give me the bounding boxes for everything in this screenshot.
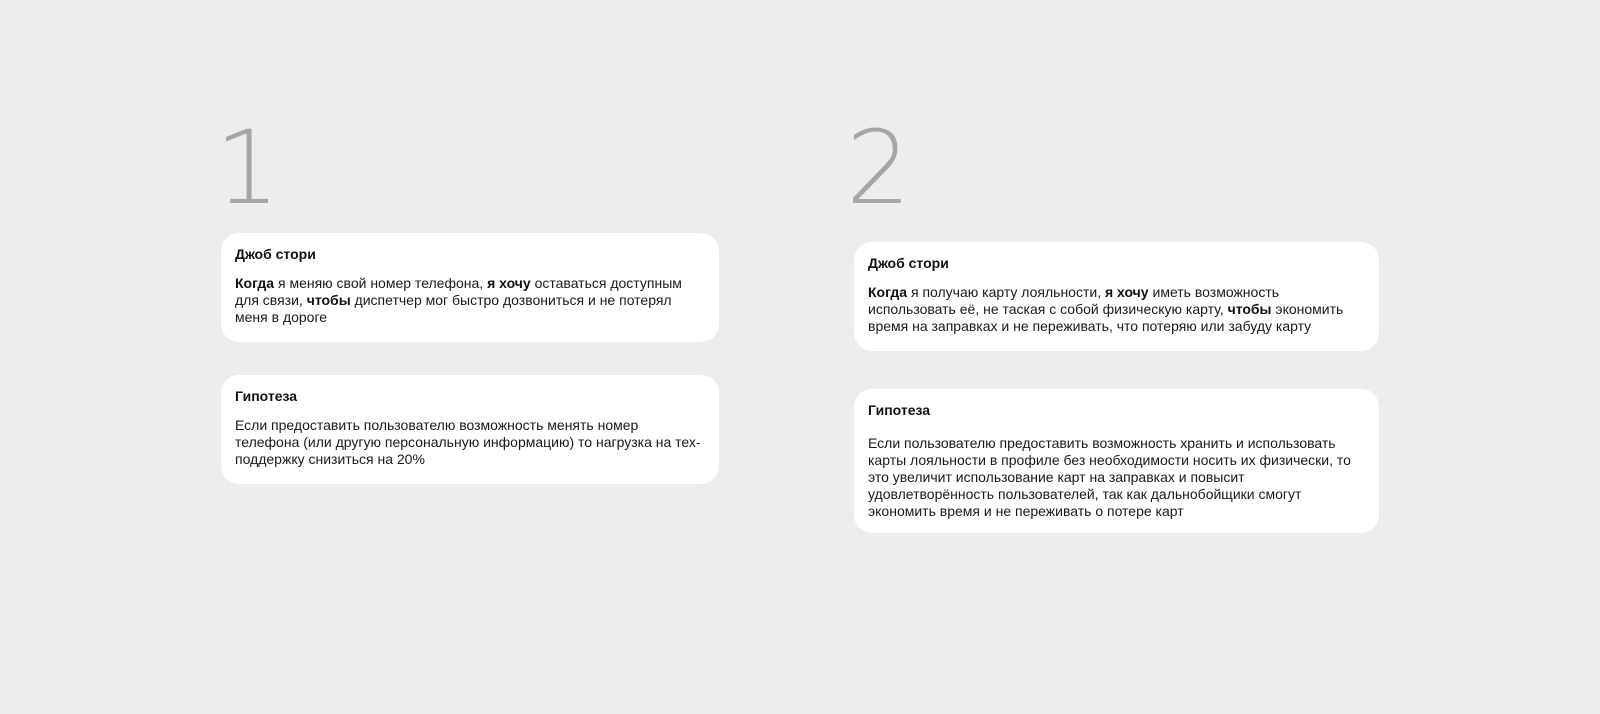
so-text: диспетчер мог быстро дозвониться и не потерял меня в дороге — [235, 292, 672, 325]
hypothesis-card — [854, 389, 1379, 533]
hypothesis-text: Если пользователю предоставить возможность хранить и использовать карты лояльности в профиле без необходимости носить их физически, то это увеличит использование карт на заправках и повысит удовлетворённость пользователей, так как дальнобойщики смогут экономить время и не переживать о потере карт — [868, 435, 1351, 519]
hypothesis-text: Если предоставить пользователю возможность менять номер телефона (или другую персональную информацию) то нагрузка на тех-поддержку снизиться на 20% — [235, 417, 701, 467]
job-story-card — [854, 242, 1379, 351]
job-story-text — [235, 275, 705, 326]
want-text: оставаться доступным для связи, — [235, 275, 682, 308]
job-story-text — [868, 284, 1365, 335]
keyword-want: я хочу — [1104, 284, 1149, 300]
job-story-card — [221, 233, 719, 342]
keyword-so: чтобы — [1227, 301, 1272, 317]
so-text: экономить время на заправках и не переживать, что потеряю или забуду карту — [868, 301, 1344, 334]
hypothesis-card — [221, 375, 719, 484]
want-text: иметь возможность использовать её, не таская с собой физическую карту, — [868, 284, 1280, 317]
card-title: Джоб стори — [868, 255, 949, 271]
when-text: я получаю карту лояльности, — [907, 284, 1105, 300]
keyword-so: чтобы — [306, 292, 351, 308]
card-title: Гипотеза — [868, 402, 931, 418]
keyword-when: Когда — [235, 275, 275, 291]
keyword-want: я хочу — [487, 275, 531, 291]
keyword-when: Когда — [868, 284, 908, 300]
card-title: Джоб стори — [235, 246, 316, 262]
scenario-number: 2 — [846, 109, 909, 228]
when-text: я меняю свой номер телефона, — [274, 275, 488, 291]
card-title: Гипотеза — [235, 388, 298, 404]
scenario-number: 1 — [215, 109, 278, 228]
